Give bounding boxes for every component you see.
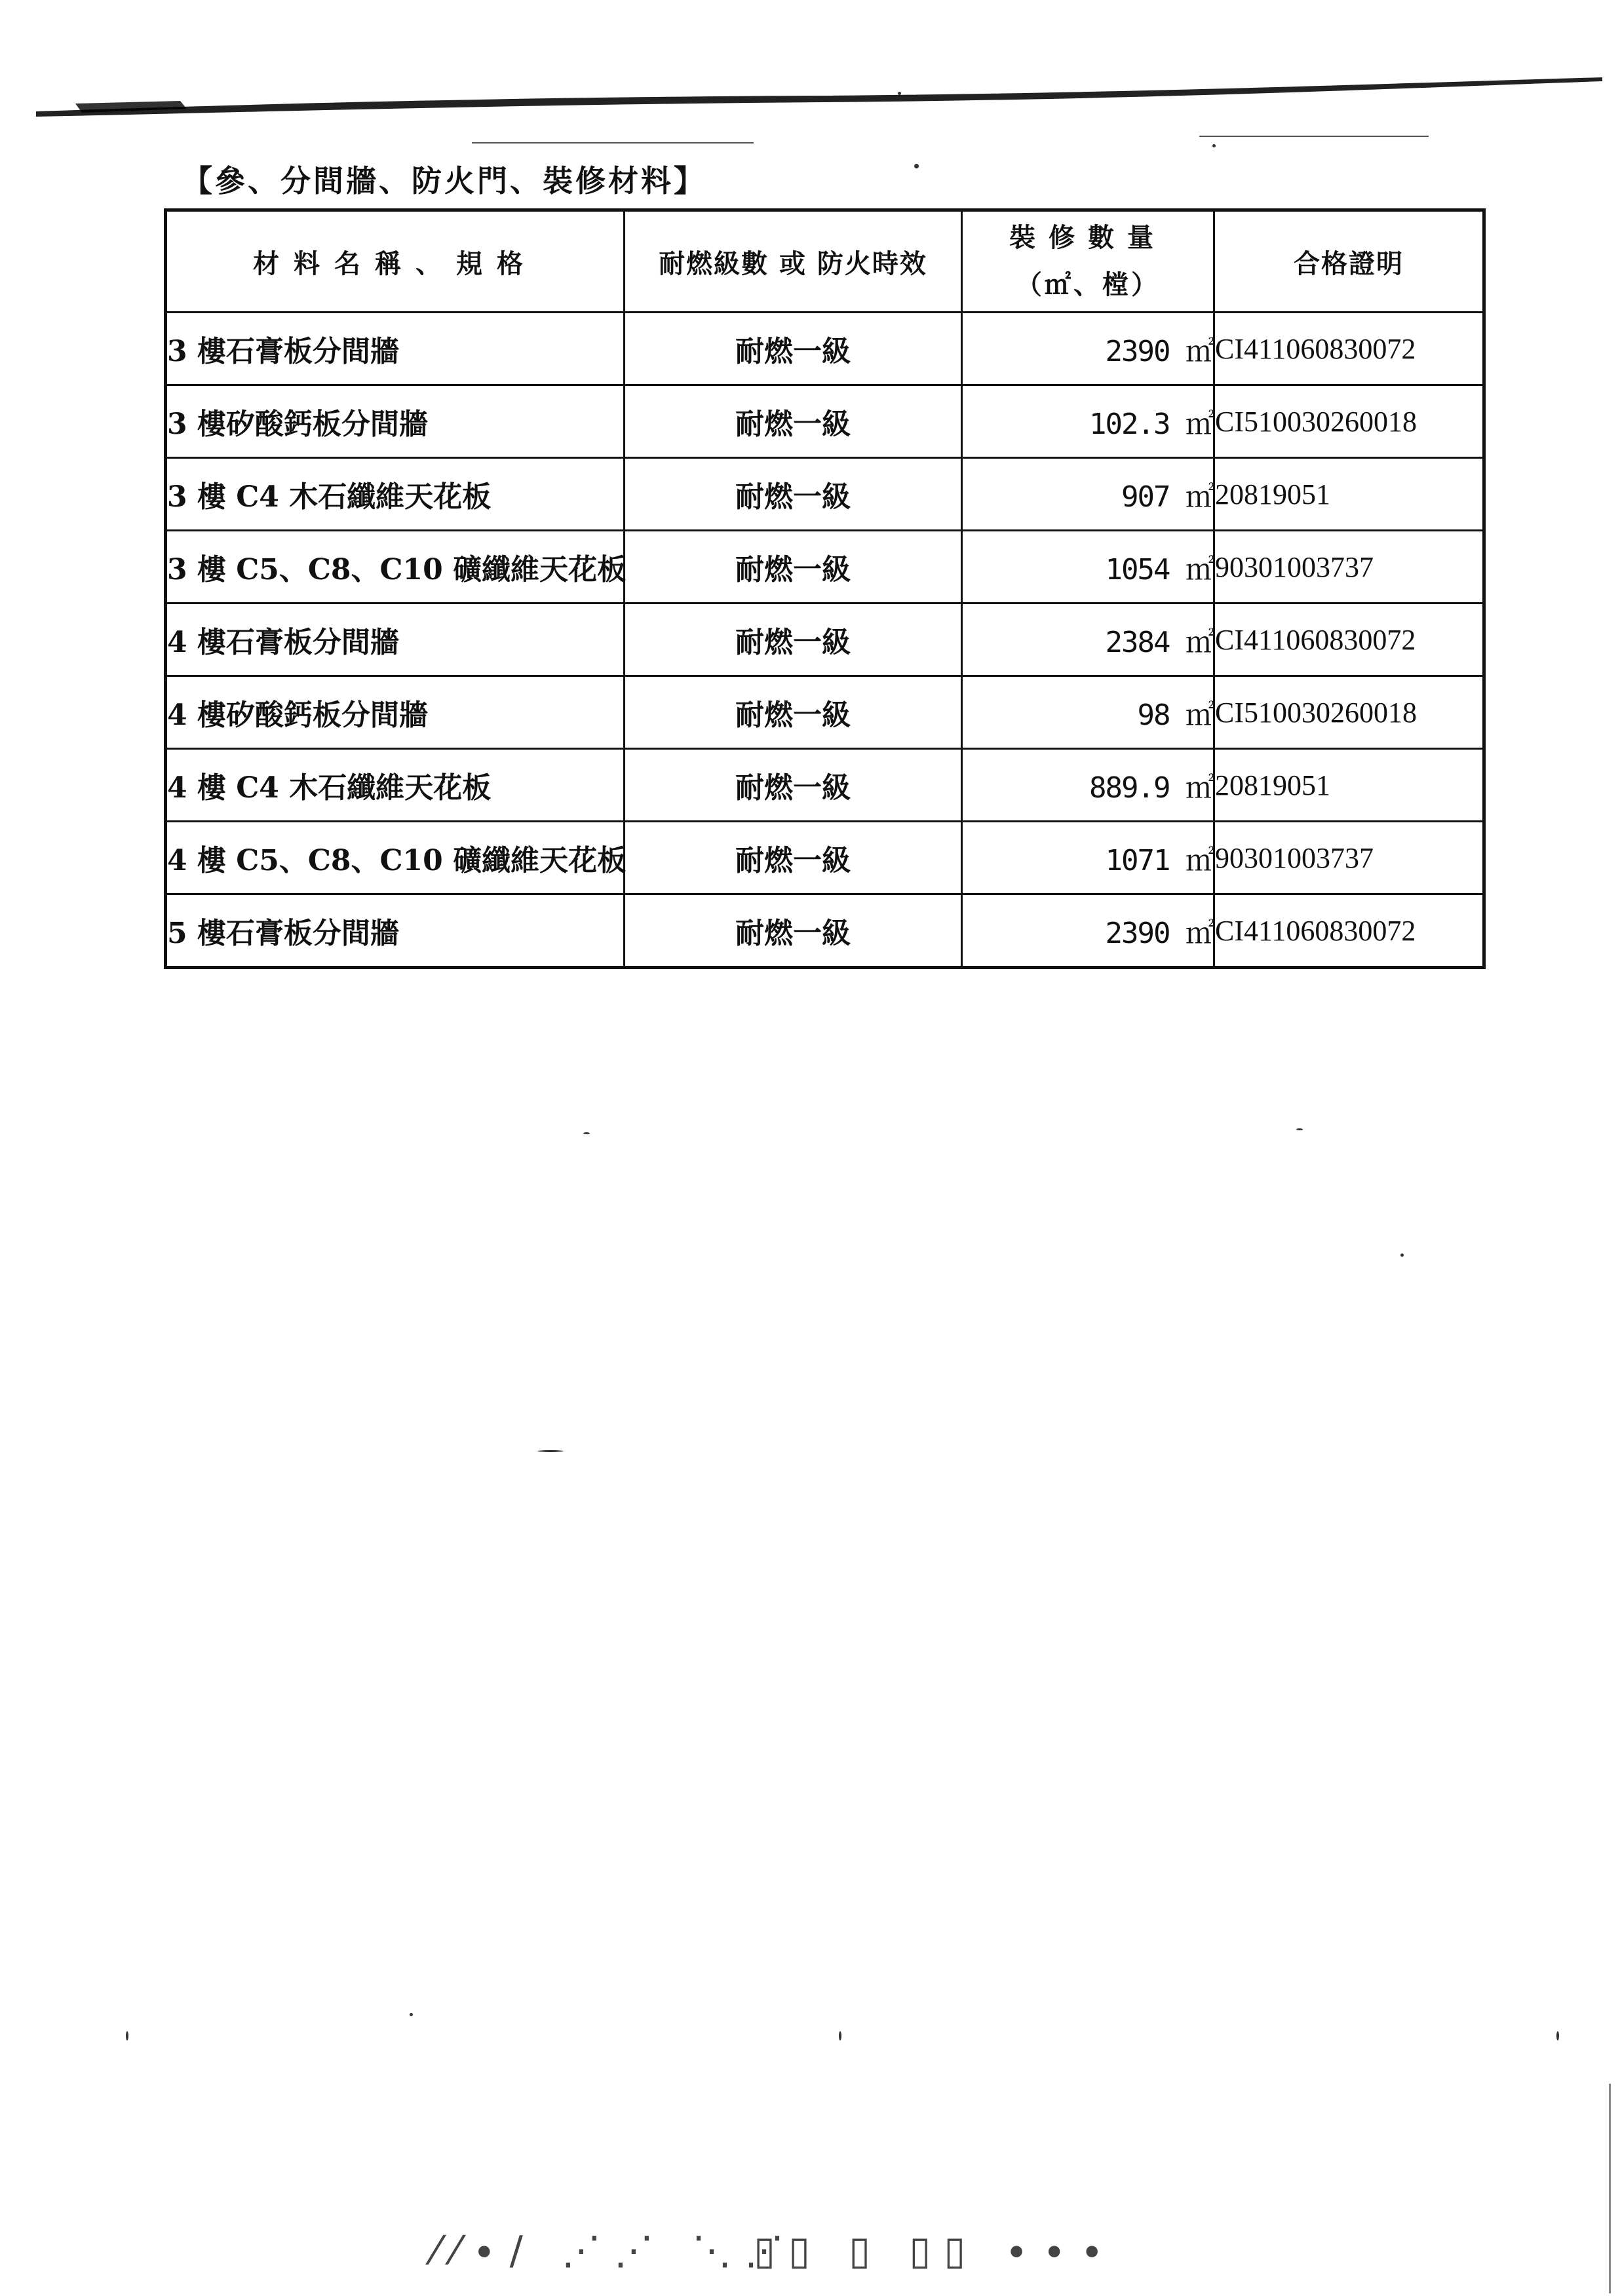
- header-material-name: 材料名稱、規格: [166, 210, 625, 313]
- scan-speck: [914, 164, 919, 168]
- fire-rating-cell: 耐燃一級: [625, 749, 962, 822]
- material-name-cell: 5 樓石膏板分間牆: [166, 894, 625, 968]
- scan-speck: [898, 92, 901, 95]
- quantity-cell: 98 ㎡: [962, 676, 1214, 749]
- material-name-cell: 3 樓矽酸鈣板分間牆: [166, 385, 625, 458]
- table-row: [166, 458, 1484, 531]
- table-row: [166, 385, 1484, 458]
- scan-edge-streak: [36, 71, 1602, 117]
- certificate-cell: CI510030260018: [1214, 385, 1484, 458]
- scan-speck: [126, 2031, 128, 2040]
- material-name-cell: 4 樓 C4 木石纖維天花板: [166, 749, 625, 822]
- material-name-cell: 4 樓 C5、C8、C10 礦纖維天花板: [166, 822, 625, 894]
- quantity-cell: 2384 ㎡: [962, 603, 1214, 676]
- scan-speck: [1296, 1128, 1303, 1130]
- quantity-cell: 102.3 ㎡: [962, 385, 1214, 458]
- scan-speck: [839, 2031, 841, 2040]
- certificate-cell: CI411060830072: [1214, 603, 1484, 676]
- material-name-cell: 3 樓石膏板分間牆: [166, 313, 625, 385]
- scan-speck: [410, 2013, 413, 2016]
- certificate-cell: 90301003737: [1214, 822, 1484, 894]
- fire-rating-cell: 耐燃一級: [625, 385, 962, 458]
- certificate-cell: 90301003737: [1214, 531, 1484, 603]
- table-row: [166, 603, 1484, 676]
- fire-rating-cell: 耐燃一級: [625, 894, 962, 968]
- header-quantity-line2: （㎡、樘）: [1016, 269, 1160, 300]
- quantity-cell: 2390 ㎡: [962, 894, 1214, 968]
- scan-right-edge: [1609, 2084, 1611, 2293]
- fire-rating-cell: 耐燃一級: [625, 676, 962, 749]
- scan-speck: [583, 1132, 590, 1134]
- quantity-cell: 1071 ㎡: [962, 822, 1214, 894]
- fire-rating-cell: 耐燃一級: [625, 313, 962, 385]
- fire-rating-cell: 耐燃一級: [625, 603, 962, 676]
- header-quantity-line1: 裝修數量: [1009, 222, 1167, 253]
- header-fire-rating: 耐燃級數 或 防火時效: [625, 210, 962, 313]
- stray-scan-line: [472, 142, 754, 144]
- certificate-cell: 20819051: [1214, 458, 1484, 531]
- table-header-row: [166, 210, 1484, 313]
- material-name-cell: 4 樓石膏板分間牆: [166, 603, 625, 676]
- scan-speck: [537, 1450, 564, 1452]
- scan-speck: [1556, 2031, 1559, 2040]
- table-row: [166, 894, 1484, 968]
- table-row: [166, 749, 1484, 822]
- table-row: [166, 676, 1484, 749]
- certificate-cell: CI411060830072: [1214, 894, 1484, 968]
- certificate-cell: 20819051: [1214, 749, 1484, 822]
- table-row: [166, 313, 1484, 385]
- certificate-cell: CI510030260018: [1214, 676, 1484, 749]
- materials-table: [164, 208, 1486, 969]
- scan-speck: [1212, 144, 1216, 147]
- header-certificate: 合格證明: [1214, 210, 1484, 313]
- quantity-cell: 907 ㎡: [962, 458, 1214, 531]
- fire-rating-cell: 耐燃一級: [625, 458, 962, 531]
- quantity-cell: 2390 ㎡: [962, 313, 1214, 385]
- section-title: 【參、分間牆、防火門、裝修材料】: [182, 163, 706, 199]
- table-row: [166, 822, 1484, 894]
- stray-scan-line: [1199, 136, 1429, 137]
- fire-rating-cell: 耐燃一級: [625, 822, 962, 894]
- quantity-cell: 889.9 ㎡: [962, 749, 1214, 822]
- material-name-cell: 3 樓 C4 木石纖維天花板: [166, 458, 625, 531]
- fire-rating-cell: 耐燃一級: [625, 531, 962, 603]
- scan-speck: [1400, 1253, 1404, 1257]
- certificate-cell: CI411060830072: [1214, 313, 1484, 385]
- scan-bottom-smudge: ⁄⁄∙∕ ⋰⋰ ⋱⋰: [433, 2228, 797, 2274]
- material-name-cell: 4 樓矽酸鈣板分間牆: [166, 676, 625, 749]
- scan-bottom-smudge: ▯▯ ▯ ▯▯ ∙∙∙: [754, 2228, 1117, 2274]
- material-name-cell: 3 樓 C5、C8、C10 礦纖維天花板: [166, 531, 625, 603]
- header-quantity: [962, 210, 1214, 313]
- table-row: [166, 531, 1484, 603]
- quantity-cell: 1054 ㎡: [962, 531, 1214, 603]
